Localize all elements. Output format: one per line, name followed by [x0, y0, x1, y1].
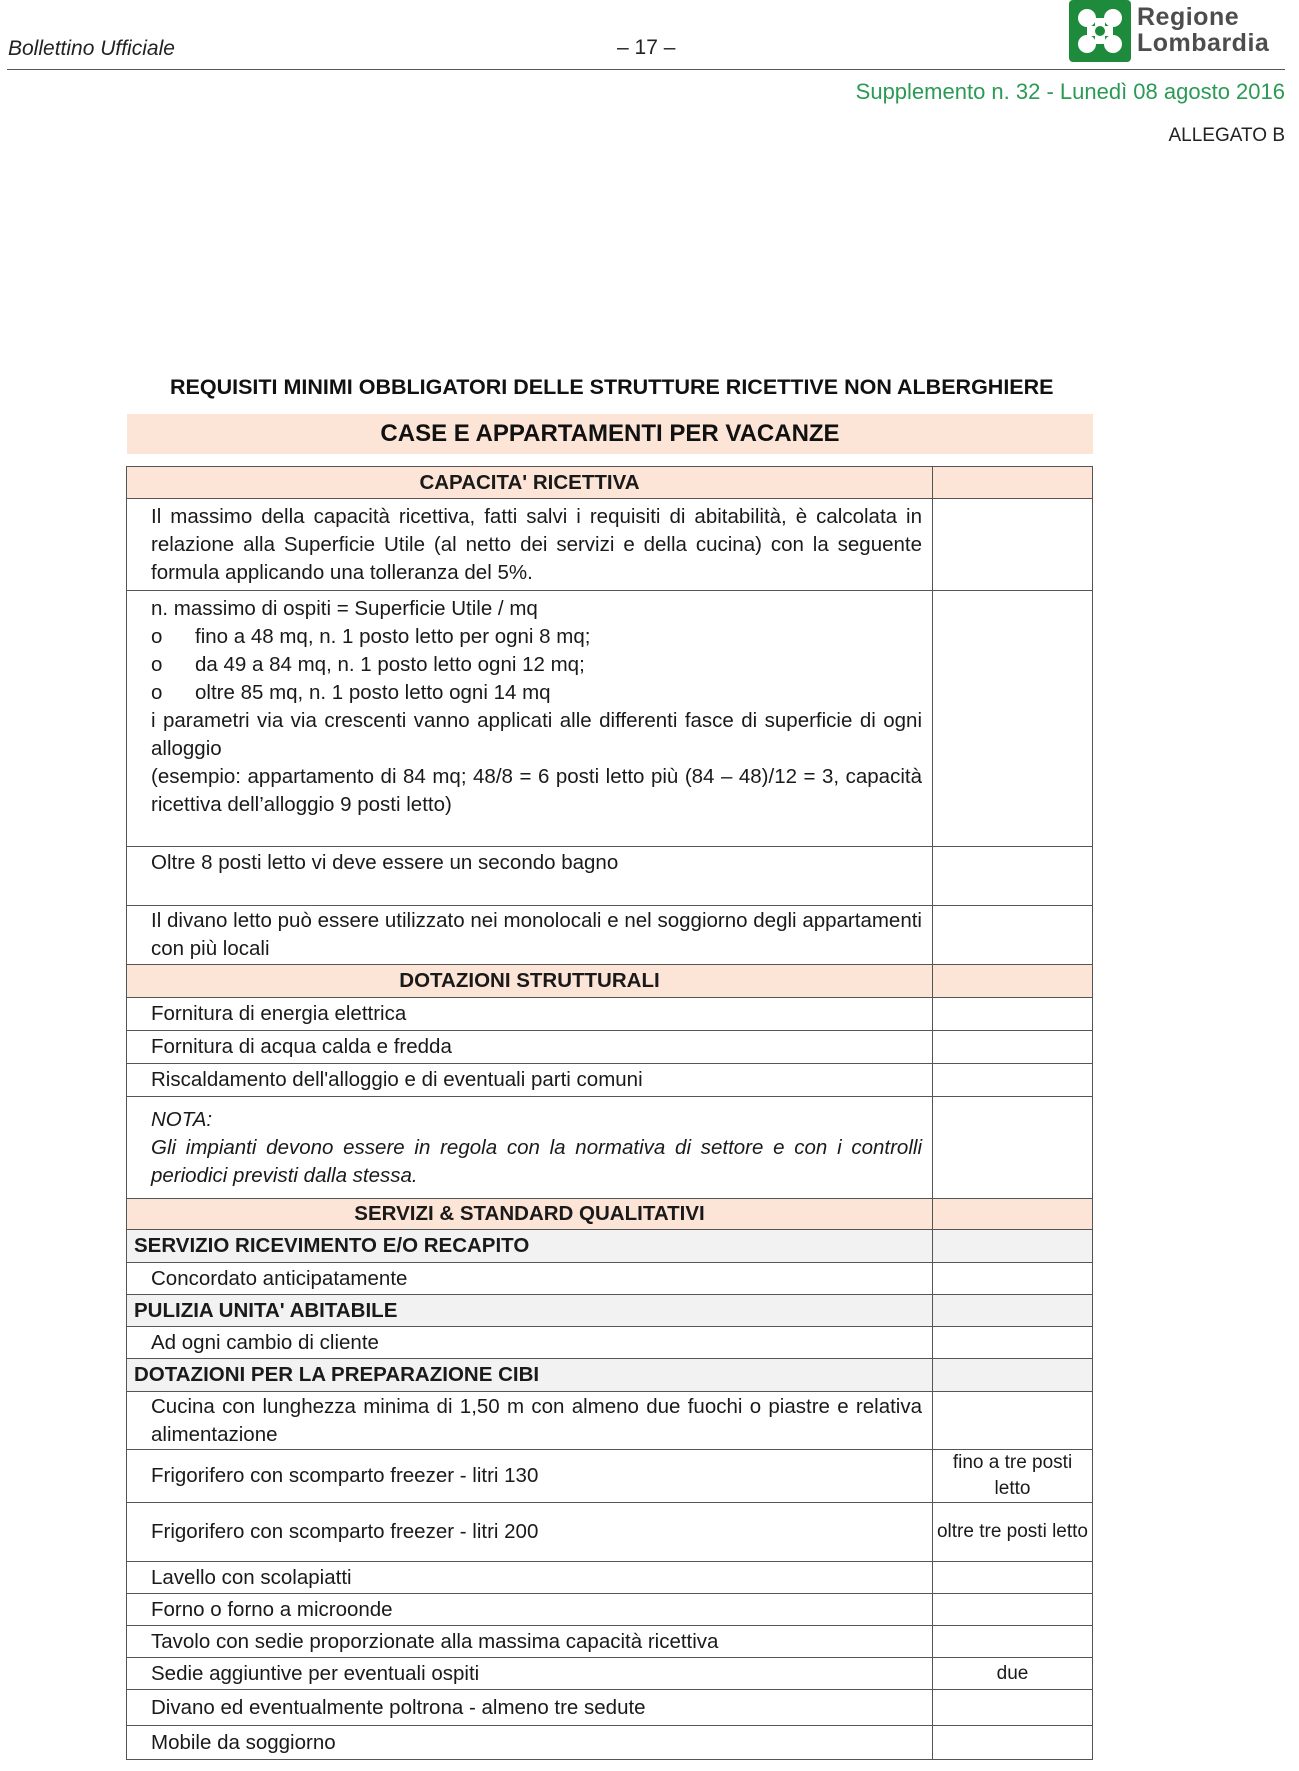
requirement-text: Divano ed eventualmente poltrona - almeno tre sedute [127, 1690, 933, 1726]
table-row [127, 1594, 1093, 1626]
table-row [127, 1658, 1093, 1690]
table-row [127, 1064, 1093, 1097]
requirement-note: fino a tre posti letto [933, 1450, 1093, 1503]
requirement-text: Concordato anticipatamente [127, 1263, 933, 1295]
logo-mark-icon [1069, 0, 1131, 62]
table-row [127, 1726, 1093, 1760]
section-header-capacita [127, 467, 1093, 499]
regione-lombardia-logo [1069, 0, 1289, 64]
subsection-header [127, 1230, 1093, 1263]
requirement-text: Fornitura di acqua calda e fredda [127, 1031, 933, 1064]
subsection-title: SERVIZIO RICEVIMENTO E/O RECAPITO [127, 1230, 933, 1263]
note-block [127, 1097, 933, 1199]
header-rule [7, 69, 1285, 70]
requirement-note [933, 1562, 1093, 1594]
subsection-title: PULIZIA UNITA' ABITABILE [127, 1295, 933, 1327]
second-bathroom-rule: Oltre 8 posti letto vi deve essere un secondo bagno [127, 847, 933, 906]
note-label: NOTA: [151, 1107, 213, 1131]
requirement-note [933, 1392, 1093, 1450]
bullet-marker: o [151, 653, 163, 676]
requirement-text: Mobile da soggiorno [127, 1726, 933, 1760]
bullet-marker: o [151, 625, 163, 648]
table-row [127, 847, 1093, 906]
section-title: CAPACITA' RICETTIVA [127, 467, 933, 499]
requirement-text: Cucina con lunghezza minima di 1,50 m con almeno due fuochi o piastre e relativa alimentazione [127, 1392, 933, 1450]
subsection-header [127, 1359, 1093, 1392]
capacity-example: (esempio: appartamento di 84 mq; 48/8 = 6 posti letto più (84 – 48)/12 = 3, capacità ricettiva dell’alloggio 9 posti letto) [151, 765, 922, 816]
requirement-text: Sedie aggiuntive per eventuali ospiti [127, 1658, 933, 1690]
requirement-note: oltre tre posti letto [933, 1503, 1093, 1562]
subsection-title: DOTAZIONI PER LA PREPARAZIONE CIBI [127, 1359, 933, 1392]
logo-text [1137, 4, 1269, 56]
logo-line-2: Lombardia [1137, 29, 1270, 57]
table-row [127, 1503, 1093, 1562]
requirement-text: Frigorifero con scomparto freezer - litri 200 [127, 1503, 933, 1562]
list-item [151, 651, 922, 679]
page-number: – 17 – [617, 36, 676, 59]
supplement-date: Supplemento n. 32 - Lunedì 08 agosto 2016 [855, 79, 1285, 104]
capacity-formula: n. massimo di ospiti = Superficie Utile / mq [151, 597, 538, 620]
table-row [127, 1626, 1093, 1658]
table-row [127, 1450, 1093, 1503]
table-row [127, 906, 1093, 965]
requirement-note [933, 1726, 1093, 1760]
table-row [127, 998, 1093, 1031]
capacity-parameters: i parametri via via crescenti vanno applicati alle differenti fasce di superficie di ogni alloggio [151, 709, 922, 760]
note-text: Gli impianti devono essere in regola con la normativa di settore e con i controlli periodici previsti dalla stessa. [151, 1135, 922, 1187]
subsection-header [127, 1295, 1093, 1327]
bullet-text: da 49 a 84 mq, n. 1 posto letto ogni 12 mq; [195, 653, 585, 676]
requirement-note: due [933, 1658, 1093, 1690]
requirement-text: Forno o forno a microonde [127, 1594, 933, 1626]
requirement-text: Fornitura di energia elettrica [127, 998, 933, 1031]
requirement-text: Frigorifero con scomparto freezer - litri 130 [127, 1450, 933, 1503]
document-subtitle: CASE E APPARTAMENTI PER VACANZE [127, 414, 1093, 454]
requirement-text: Ad ogni cambio di cliente [127, 1327, 933, 1359]
table-row [127, 1097, 1093, 1199]
requirement-note [933, 1626, 1093, 1658]
bullet-marker: o [151, 681, 163, 704]
section-header-dotazioni [127, 965, 1093, 998]
annex-label: ALLEGATO B [1168, 125, 1285, 146]
section-header-servizi [127, 1199, 1093, 1230]
bullet-text: fino a 48 mq, n. 1 posto letto per ogni 8 mq; [195, 625, 591, 648]
table-row [127, 1562, 1093, 1594]
capacity-intro: Il massimo della capacità ricettiva, fatti salvi i requisiti di abitabilità, è calcolata in relazione alla Superficie Utile (al netto dei servizi e della cucina) con la seguente formula applicando una tolleranza del 5%. [127, 499, 933, 591]
table-row [127, 1327, 1093, 1359]
table-row [127, 591, 1093, 847]
requirements-table [126, 466, 1093, 1760]
requirement-text: Tavolo con sedie proporzionate alla massima capacità ricettiva [127, 1626, 933, 1658]
requirement-text: Riscaldamento dell'alloggio e di eventuali parti comuni [127, 1064, 933, 1097]
table-row [127, 499, 1093, 591]
sofa-bed-rule: Il divano letto può essere utilizzato nei monolocali e nel soggiorno degli appartamenti con più locali [127, 906, 933, 965]
requirement-text: Lavello con scolapiatti [127, 1562, 933, 1594]
table-row [127, 1031, 1093, 1064]
requirement-note [933, 1690, 1093, 1726]
bullet-text: oltre 85 mq, n. 1 posto letto ogni 14 mq [195, 681, 551, 704]
section-title: DOTAZIONI STRUTTURALI [127, 965, 933, 998]
document-title: REQUISITI MINIMI OBBLIGATORI DELLE STRUTTURE RICETTIVE NON ALBERGHIERE [170, 375, 1054, 399]
table-row [127, 1263, 1093, 1295]
logo-line-1: Regione [1137, 3, 1240, 31]
table-row [127, 1690, 1093, 1726]
requirement-note [933, 1594, 1093, 1626]
capacity-formula-block [127, 591, 933, 847]
list-item [151, 623, 922, 651]
section-title: SERVIZI & STANDARD QUALITATIVI [127, 1199, 933, 1230]
table-row [127, 1392, 1093, 1450]
list-item [151, 679, 922, 707]
bulletin-name: Bollettino Ufficiale [8, 37, 175, 60]
